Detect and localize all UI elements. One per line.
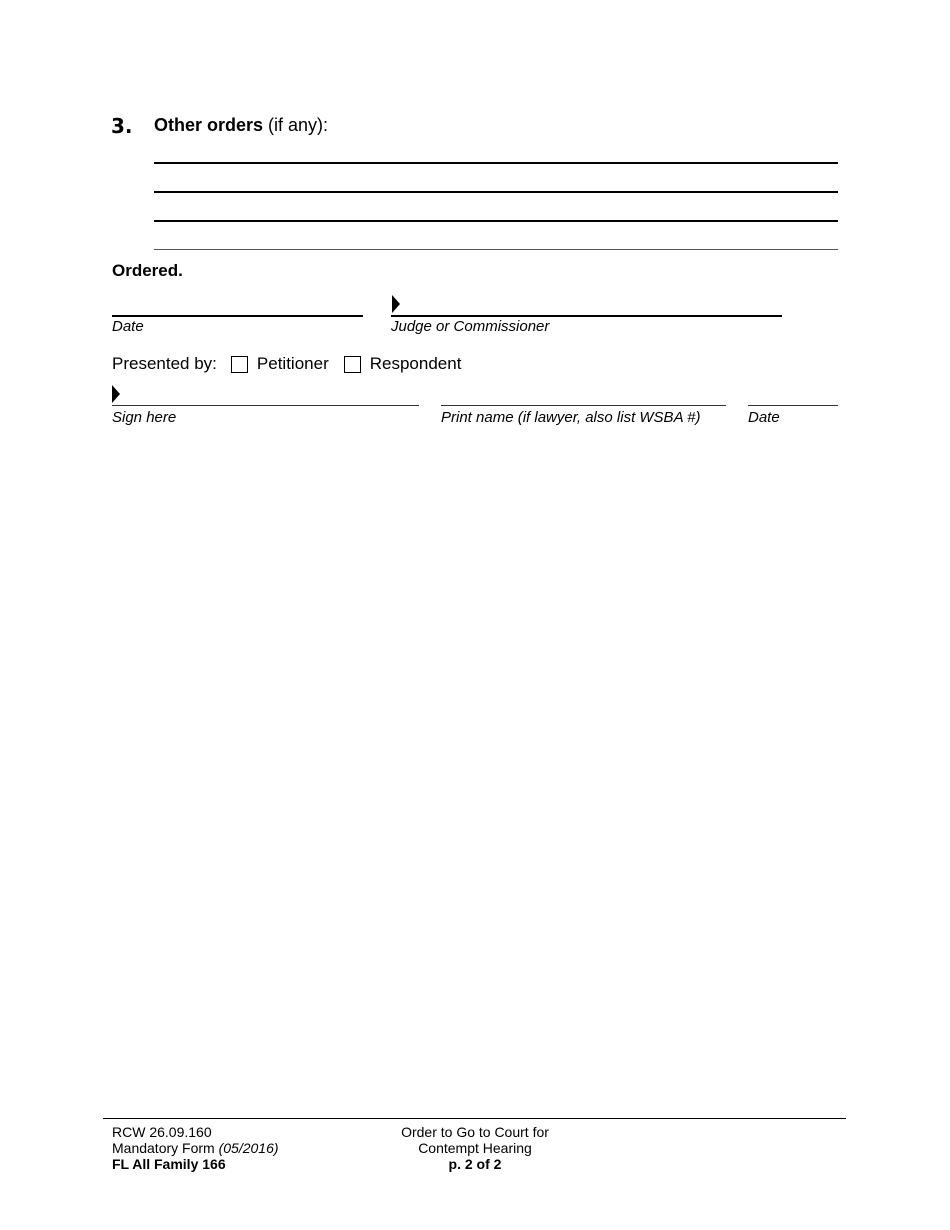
footer-form-type-row [112,1140,279,1156]
respondent-checkbox[interactable] [344,356,361,373]
section-title-rest: (if any): [263,115,329,135]
sign-here-label: Sign here [112,409,177,426]
presented-by-row [112,354,476,374]
footer-form-id: FL All Family 166 [112,1156,226,1172]
footer-form-type: Mandatory Form [112,1140,215,1156]
presenter-date-line[interactable] [748,405,838,406]
footer-title-line2: Contempt Hearing [418,1140,532,1156]
petitioner-label: Petitioner [256,354,329,373]
other-orders-line-1[interactable] [154,162,838,164]
respondent-option[interactable] [344,354,462,374]
footer-statute: RCW 26.09.160 [112,1124,212,1140]
presenter-date-label: Date [748,409,780,426]
judge-signature-label: Judge or Commissioner [391,318,550,335]
print-name-line[interactable] [441,405,726,406]
section-title-bold: Other orders [154,115,264,135]
footer-form-date: (05/2016) [218,1140,279,1156]
presenter-signature-line[interactable] [112,405,419,406]
footer-title-line1: Order to Go to Court for [401,1124,549,1140]
respondent-label: Respondent [369,354,462,373]
footer-center [380,1124,570,1172]
section-title [154,115,328,136]
judge-sign-arrow-icon [392,295,400,313]
order-date-line[interactable] [112,315,363,317]
judge-signature-line[interactable] [391,315,782,317]
order-date-label: Date [112,318,144,335]
other-orders-line-3[interactable] [154,220,838,222]
petitioner-option[interactable] [231,354,329,374]
petitioner-checkbox[interactable] [231,356,248,373]
other-orders-line-2[interactable] [154,191,838,193]
footer-left [112,1124,279,1172]
section-number: 3. [111,114,133,138]
footer-divider [103,1118,846,1119]
presented-by-label: Presented by: [112,354,217,373]
footer-page-number: p. 2 of 2 [448,1156,502,1172]
presenter-sign-arrow-icon [112,385,120,403]
print-name-label: Print name (if lawyer, also list WSBA #) [441,409,701,426]
ordered-label: Ordered. [112,261,183,280]
other-orders-line-4[interactable] [154,249,838,250]
